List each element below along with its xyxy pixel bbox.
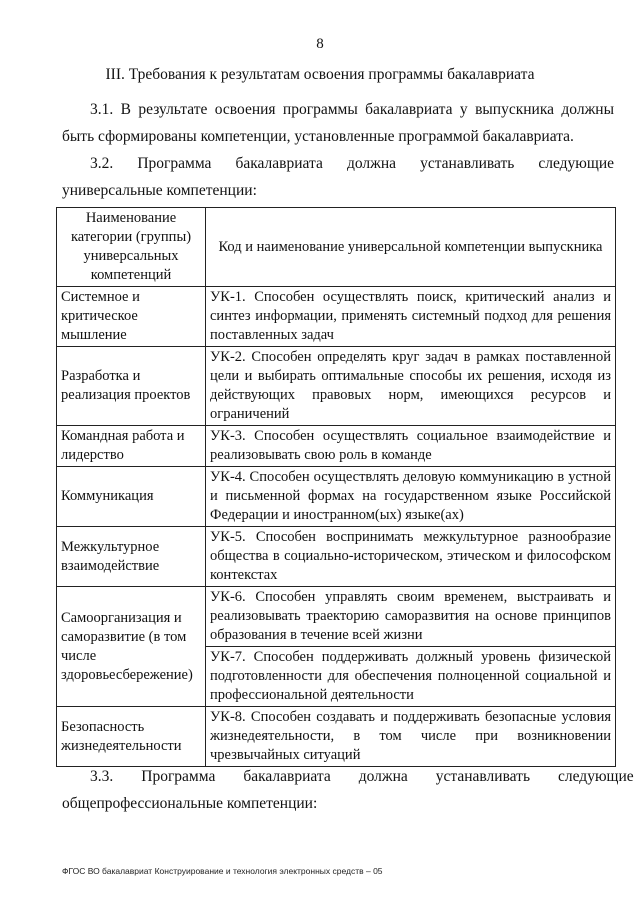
row-category: Межкультурное взаимодействие <box>57 527 206 587</box>
header-code: Код и наименование универсальной компетенции выпускника <box>206 208 616 287</box>
row-competence: УК-1. Способен осуществлять поиск, критический анализ и синтез информации, применять системный подход для решения поставленных задач <box>206 287 616 347</box>
p33-word: следующие <box>558 768 634 785</box>
table-row <box>57 587 616 647</box>
paragraph-3-3-rest: общепрофессиональные компетенции: <box>62 795 318 812</box>
p33-word: устанавливать <box>435 768 531 785</box>
header-category: Наименование категории (группы) универсальных компетенций <box>57 208 206 287</box>
row-competence: УК-4. Способен осуществлять деловую коммуникацию в устной и письменной формах на государственном языке Российской Федерации и иностранном(ых) языке(ах) <box>206 467 616 527</box>
table-row <box>57 426 616 467</box>
row-category: Коммуникация <box>57 467 206 527</box>
paragraph-3-3-first-line <box>62 763 634 790</box>
paragraph-3-3 <box>62 763 634 817</box>
row-competence: УК-8. Способен создавать и поддерживать безопасные условия жизнедеятельности, в том числе при возникновении чрезвычайных ситуаций <box>206 707 616 767</box>
row-competence: УК-2. Способен определять круг задач в рамках поставленной цели и выбирать оптимальные способы их решения, исходя из действующих правовых норм, имеющихся ресурсов и ограничений <box>206 347 616 426</box>
section-title: III. Требования к результатам освоения программы бакалавриата <box>105 66 535 83</box>
table-row <box>57 347 616 426</box>
page-number: 8 <box>316 36 324 52</box>
p33-word: бакалавриата <box>243 768 331 785</box>
p33-word: должна <box>358 768 408 785</box>
paragraph-3-1: 3.1. В результате освоения программы бакалавриата у выпускника должны быть сформированы компетенции, установленные программой бакалавриата. <box>62 101 614 145</box>
row-competence: УК-5. Способен воспринимать межкультурное разнообразие общества в социально-историческом, этическом и философском контекстах <box>206 527 616 587</box>
row-category: Системное и критическое мышление <box>57 287 206 347</box>
table-header-row <box>57 208 616 287</box>
row-category: Разработка и реализация проектов <box>57 347 206 426</box>
footer: ФГОС ВО бакалавриат Конструирование и технология электронных средств – 05 <box>62 866 383 876</box>
p33-word: 3.3. <box>90 768 114 785</box>
table-row <box>57 287 616 347</box>
table-row <box>57 467 616 527</box>
row-category: Безопасность жизнедеятельности <box>57 707 206 767</box>
paragraph-3-2: 3.2. Программа бакалавриата должна устанавливать следующие универсальные компетенции: <box>62 155 614 199</box>
competencies-table <box>56 207 616 767</box>
table-row <box>57 527 616 587</box>
row-competence: УК-6. Способен управлять своим временем, выстраивать и реализовывать траекторию саморазвития на основе принципов образования в течение всей жизни <box>206 587 616 647</box>
row-category: Командная работа и лидерство <box>57 426 206 467</box>
p33-word: Программа <box>141 768 216 785</box>
row-competence: УК-3. Способен осуществлять социальное взаимодействие и реализовывать свою роль в команде <box>206 426 616 467</box>
row-category: Самоорганизация и саморазвитие (в том числе здоровьесбережение) <box>57 587 206 707</box>
row-competence: УК-7. Способен поддерживать должный уровень физической подготовленности для обеспечения полноценной социальной и профессиональной деятельности <box>206 647 616 707</box>
table-row <box>57 707 616 767</box>
